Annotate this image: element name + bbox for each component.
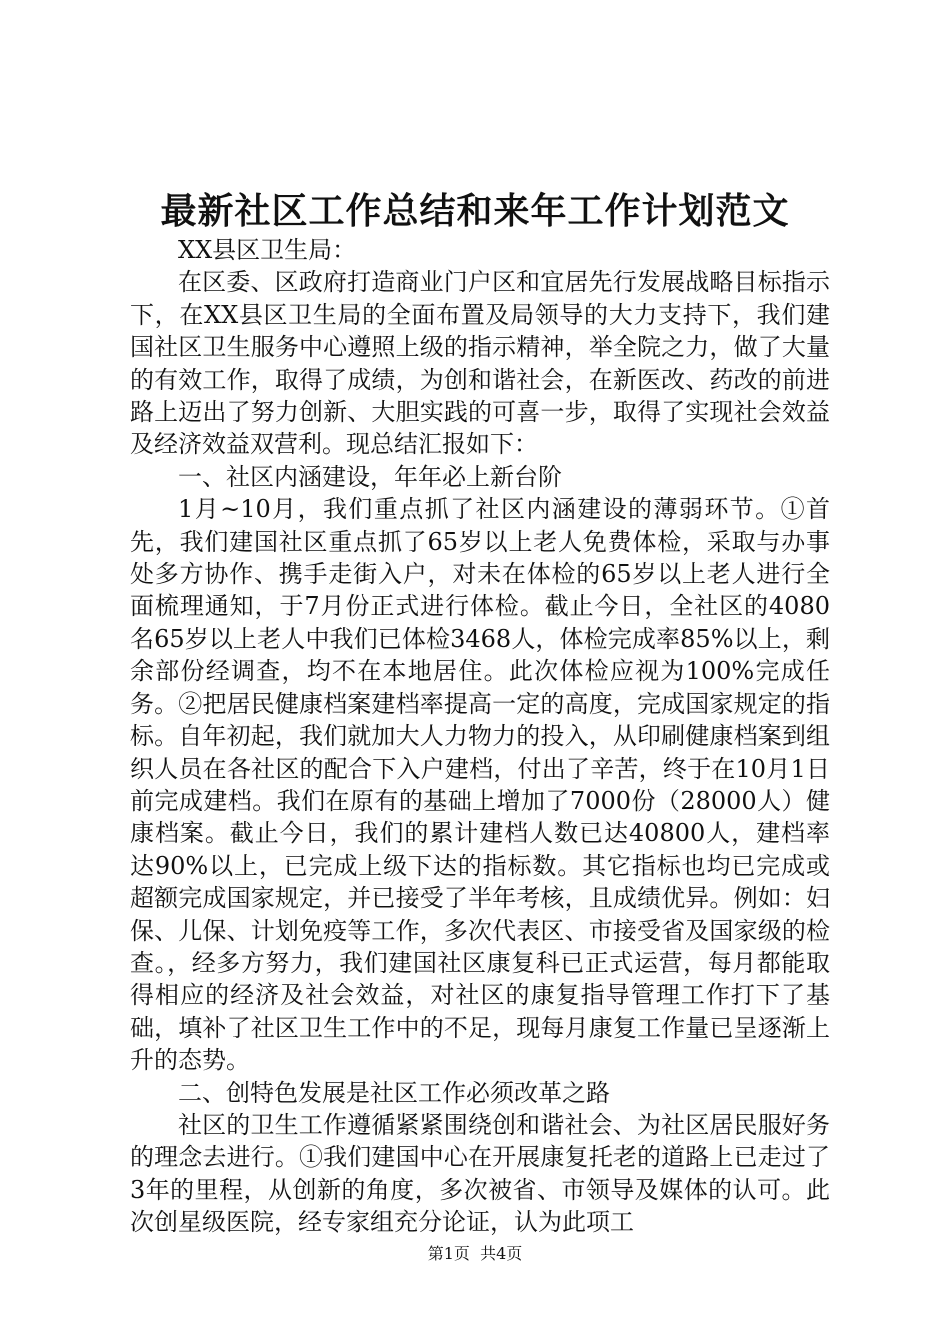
section-2-paragraph: 社区的卫生工作遵循紧紧围绕创和谐社会、为社区居民服好务的理念去进行。①我们建国中心在开展康复托老的道路上已走过了3年的里程，从创新的角度，多次被省、市领导及媒体的认可。此次创星级医院，经专家组充分论证，认为此项工	[130, 1110, 830, 1237]
footer-separator	[470, 1244, 480, 1263]
document-title: 最新社区工作总结和来年工作计划范文	[160, 190, 790, 232]
salutation: XX县区卫生局：	[178, 236, 357, 264]
page-footer	[0, 1244, 950, 1264]
section-heading-1: 一、社区内涵建设，年年必上新台阶	[178, 462, 562, 491]
document-body	[130, 234, 830, 1239]
page-number: 第1页	[427, 1244, 470, 1263]
section-1-paragraph: 1月~10月，我们重点抓了社区内涵建设的薄弱环节。①首先，我们建国社区重点抓了65岁以上老人免费体检，采取与办事处多方协作、携手走街入户，对未在体检的65岁以上老人进行全面梳理通知，于7月份正式进行体检。截止今日，全社区的4080名65岁以上老人中我们已体检3468人，体检完成率85%以上，剩余部份经调查，均不在本地居住。此次体检应视为100%完成任务。②把居民健康档案建档率提高一定的高度，完成国家规定的指标。自年初起，我们就加大人力物力的投入，从印刷健康档案到组织人员在各社区的配合下入户建档，付出了辛苦，终于在10月1日前完成建档。我们在原有的基础上增加了7000份（28000人）健康档案。截止今日，我们的累计建档人数已达40800人，建档率达90%以上，已完成上级下达的指标数。其它指标也均已完成或超额完成国家规定，并已接受了半年考核，且成绩优异。例如：妇保、儿保、计划免疫等工作，多次代表区、市接受省及国家级的检查。，经多方努力，我们建国社区康复科已正式运营，每月都能取得相应的经济及社会效益，对社区的康复指导管理工作打下了基础，填补了社区卫生工作中的不足，现每月康复工作量已呈逐渐上升的态势。	[130, 495, 830, 1075]
intro-paragraph: 在区委、区政府打造商业门户区和宜居先行发展战略目标指示下，在XX县区卫生局的全面布置及局领导的大力支持下，我们建国社区卫生服务中心遵照上级的指示精神，举全院之力，做了大量的有效工作，取得了成绩，为创和谐社会，在新医改、药改的前进路上迈出了努力创新、大胆实践的可喜一步，取得了实现社会效益及经济效益双营利。现总结汇报如下：	[130, 268, 830, 459]
total-pages: 共4页	[480, 1244, 523, 1263]
section-heading-2: 二、创特色发展是社区工作必须改革之路	[178, 1078, 610, 1107]
